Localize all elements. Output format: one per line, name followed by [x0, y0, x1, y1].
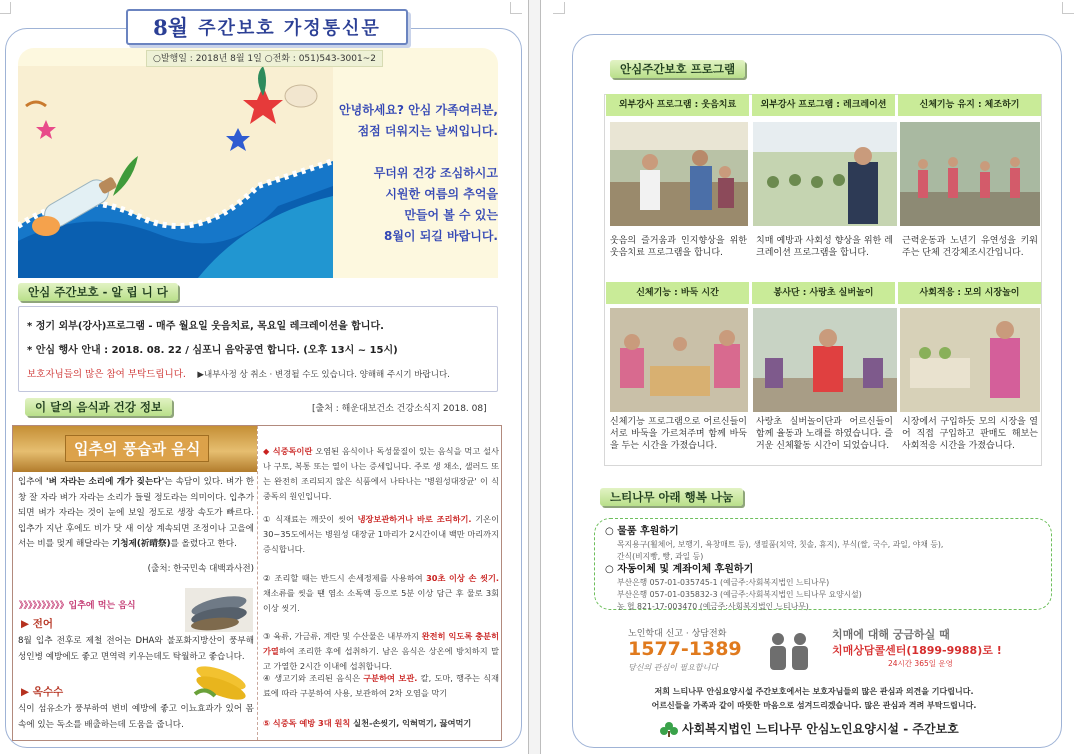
program-caption: 치매 예방과 사회성 향상을 위한 레크레이션 프로그램을 합니다.	[756, 236, 893, 258]
page-corner	[553, 2, 565, 14]
ad-slogan: 당신의 관심이 필요합니다	[628, 663, 719, 672]
program-photo-laughter	[610, 122, 748, 226]
month-label: 8월	[153, 15, 189, 40]
share-section-tag: 느티나무 아래 행복 나눔	[600, 488, 743, 506]
program-title: 사회적응 : 모의 시장놀이	[898, 282, 1041, 304]
program-title: 외부강사 프로그램 : 레크레이션	[752, 94, 895, 116]
tip-emphasis: ⑤ 식중독 예방 3대 원칙	[263, 718, 351, 728]
program-photo-recreation	[753, 122, 897, 226]
jeoneo-text: 8월 입추 전후로 제철 전어는 DHA와 불포화지방산이 풍부해 성인병 예방에도 좋고 면역력 키우는데도 탁월하고 좋습니다.	[18, 636, 254, 662]
food-health-box	[12, 425, 502, 741]
notice-disclaimer: ▶내부사정 상 취소 · 변경될 수도 있습니다. 양해해 주시기 바랍니다.	[197, 370, 450, 380]
page-corner	[1062, 2, 1074, 14]
tip-text: 기온이 30~35도에서는 병원성 대장균 1마리가 2시간이내 백만 마리까지 증식합니다.	[263, 514, 499, 554]
corn-image	[191, 664, 251, 700]
para-emphasis: '벼 자라는 소리에 개가 짖는다'	[45, 477, 165, 487]
greeting-line: 8월이 되길 바랍니다.	[383, 229, 498, 243]
source-note: [출처 : 해운대보건소 건강소식지 2018. 08]	[312, 404, 487, 414]
tip-item	[263, 716, 499, 731]
notice-item: * 정기 외부(강사)프로그램 - 매주 월요일 웃음치료, 목요일 레크레이션을 합니다.	[27, 321, 384, 332]
donation-heading: ○ 물품 후원하기	[605, 526, 679, 537]
ipchu-source: (출처: 한국민속 대백과사전)	[147, 564, 254, 574]
tip-text: 채소류를 씻을 땐 염소 소독액 등으로 5분 이상 담근 후 물로 3회 이상 씻기.	[263, 588, 499, 613]
footer-note: 저희 느티나무 안심요양시설 주간보호에서는 보호자님들의 많은 관심과 의견을 기다립니다.	[654, 687, 974, 696]
para-emphasis: 기청제(祈晴祭)	[111, 539, 171, 549]
tip-emphasis: 30초 이상 손 씻기.	[426, 573, 499, 583]
program-photo-market	[900, 308, 1040, 412]
corn-title: ▶ 옥수수	[21, 686, 64, 698]
donation-heading: ○ 자동이체 및 계좌이체 후원하기	[605, 564, 754, 575]
poison-head: ◆ 식중독이란	[263, 446, 313, 456]
foods-label: 》》》》》》》》》》입추에 먹는 음식	[19, 601, 136, 611]
notice-item	[27, 363, 489, 387]
tip-item	[263, 512, 499, 557]
donation-box	[594, 518, 1052, 610]
para-text: 는 속담이 있다. 벼가 한창 잘 자라 벼가 자라는 소리가 들릴 정도라는 의미이다. 입추가 되면 벼가 자라는 것이 눈에 보일 정도로 생장 속도가 빠르다. 입추가 지난 후에도 비가 닷 새 이상 계속되면 조정이나 고을에서는 비를 멎게 해달라는	[18, 477, 254, 549]
ad-hours: 24시간 365일 운영	[888, 659, 953, 668]
banner-title: 입추의 풍습과 음식	[65, 435, 209, 462]
ad-center: 치매상담콜센터(1899-9988)로 !	[832, 644, 1002, 657]
newsletter-page-left	[0, 0, 528, 754]
program-caption: 신체기능 프로그램으로 어르신들이 서로 바둑을 가르쳐주며 함께 바둑을 두는 시간을 가졌습니다.	[610, 417, 747, 451]
food-poisoning-column	[261, 426, 501, 740]
notice-item: * 안심 행사 안내 : 2018. 08. 22 / 심포니 음악공연 합니다. (오후 13시 ~ 15시)	[27, 345, 398, 356]
title-text: 주간보호 가정통신문	[198, 18, 381, 39]
program-photo-baduk	[610, 308, 748, 412]
hotline-ad	[618, 620, 1028, 678]
tip-text: 칼, 도마, 행주는 식재료에 따라 구분하여 사용, 보관하여 2차 오염을 막기	[263, 673, 500, 698]
ad-small-text: 노인학대 신고 · 상담전화	[628, 629, 727, 639]
greeting-line: 만들어 볼 수 있는	[404, 208, 498, 222]
greeting-line: 안녕하세요? 안심 가족여러분,	[339, 103, 498, 117]
program-caption: 근력운동과 노년기 유연성을 키워주는 단체 건강체조시간입니다.	[902, 236, 1038, 258]
ad-phone-number: 1577-1389	[628, 638, 742, 660]
tip-text: 실천-손씻기, 익혀먹기, 끓여먹기	[350, 718, 472, 728]
organization-line	[660, 720, 959, 737]
greeting-line: 무더위 건강 조심하시고	[373, 166, 498, 180]
poison-intro	[263, 444, 499, 504]
notice-request: 보호자님들의 많은 참여 부탁드립니다.	[27, 369, 186, 380]
food-section-tag: 이 달의 음식과 건강 정보	[25, 398, 172, 416]
poison-text: 오염된 음식이나 독성물질이 있는 음식을 먹고 설사나 구토, 복통 또는 열이 나는 증세입니다. 주로 생 채소, 샐러드 또는 완전히 조리되지 않은 식품에서 나타나는 '병원성대장균' 이 식중독의 원인입니다.	[263, 446, 499, 501]
program-photo-silver-play	[753, 308, 897, 412]
program-title: 외부강사 프로그램 : 웃음치료	[606, 94, 749, 116]
donation-line: 목지용구(휠체어, 보행기, 욕창매트 등), 생필품(치약, 칫솔, 휴지), 부식(쌀, 국수, 과일, 야채 등),	[617, 540, 944, 549]
greeting-line: 점점 더워지는 날씨입니다.	[357, 124, 498, 138]
donation-line: 간식(비지빵, 빵, 과일 등)	[617, 552, 704, 561]
elderly-couple-icon	[764, 632, 814, 672]
tip-item	[263, 671, 499, 701]
issue-info: ○발행일 : 2018년 8월 1일 ○전화 : 051)543-3001~2	[146, 50, 383, 67]
ipchu-banner	[13, 426, 257, 472]
program-title: 봉사단 : 사랑초 실버놀이	[752, 282, 895, 304]
bank-account: 부산은행 057-01-035745-1 (예금주:사회복지법인 느티나무)	[617, 578, 830, 587]
program-caption: 시장에서 구입하듯 모의 시장을 열어 직접 구입하고 판매도 해보는 사회적응 시간을 가졌습니다.	[902, 417, 1038, 451]
program-title: 신체기능 유지 : 체조하기	[898, 94, 1041, 116]
jeoneo-title: ▶ 전어	[21, 618, 54, 630]
ipchu-column	[13, 426, 258, 740]
page-corner	[510, 2, 522, 14]
beach-illustration	[18, 66, 333, 278]
page-corner	[0, 2, 11, 14]
notice-box	[18, 306, 498, 392]
page-gutter	[528, 0, 541, 754]
para-text: 입추에	[18, 477, 46, 487]
greeting-line: 시원한 여름의 추억을	[385, 187, 498, 201]
tip-emphasis: 냉장보관하거나 바로 조리하기.	[357, 514, 472, 524]
bank-account: 부산은행 057-01-035832-3 (예금주:사회복지법인 느티나무 요양시설)	[617, 590, 862, 599]
tip-text: ③ 육류, 가금류, 계란 및 수산물은 내부까지	[263, 631, 422, 641]
ad-question: 치매에 대해 궁금하실 때	[832, 628, 950, 641]
footer-note: 어르신들을 가족과 같이 따뜻한 마음으로 섬겨드리겠습니다. 많은 관심과 격려 부탁드립니다.	[651, 701, 977, 710]
org-name: 사회복지법인 느티나무 안심노인요양시설 - 주간보호	[682, 722, 959, 736]
tip-item	[263, 571, 499, 616]
program-title: 신체기능 : 바둑 시간	[606, 282, 749, 304]
tip-item	[263, 629, 499, 674]
tip-text: 하여 조리한 후에 섭취하기. 남은 음식은 상온에 방치하지 말고 가열한 2시간 이내에 섭취합니다.	[263, 646, 499, 671]
tip-emphasis: 완전히 익도록 충분히 가열	[263, 631, 499, 656]
notice-section-tag: 안심 주간보호 - 알 립 니 다	[18, 283, 178, 301]
program-caption: 웃음의 즐거움과 인지향상을 위한 웃음치료 프로그램을 합니다.	[610, 236, 747, 258]
tip-text: ② 조리할 때는 반드시 손세정제를 사용하여	[263, 573, 427, 583]
para-text: 를 올렸다고 한다.	[170, 539, 237, 549]
bank-account: 농 협 821-17-003470 (예금주:사회복지법인 느티나무)	[617, 602, 809, 611]
corn-text: 식이 섬유소가 풍부하여 변비 예방에 좋고 이뇨효과가 있어 몸속에 있는 독소를 배출하는데 도움을 줍니다.	[18, 704, 254, 730]
fish-image	[185, 588, 253, 632]
tip-emphasis: 구분하여 보관.	[363, 673, 418, 683]
program-caption: 사랑초 실버놀이단과 어르신들이 함께 율동과 노래를 하였습니다. 즐거운 신체활동 시간이 되었습니다.	[756, 417, 893, 451]
newsletter-title	[126, 9, 408, 45]
org-logo-icon	[660, 721, 678, 737]
ipchu-paragraph	[18, 475, 254, 553]
program-photo-exercise	[900, 122, 1040, 226]
tip-text: ① 식재료는 깨끗이 씻어	[263, 514, 358, 524]
tip-text: ④ 생고기와 조리된 음식은	[263, 673, 364, 683]
program-section-tag: 안심주간보호 프로그램	[610, 60, 745, 78]
